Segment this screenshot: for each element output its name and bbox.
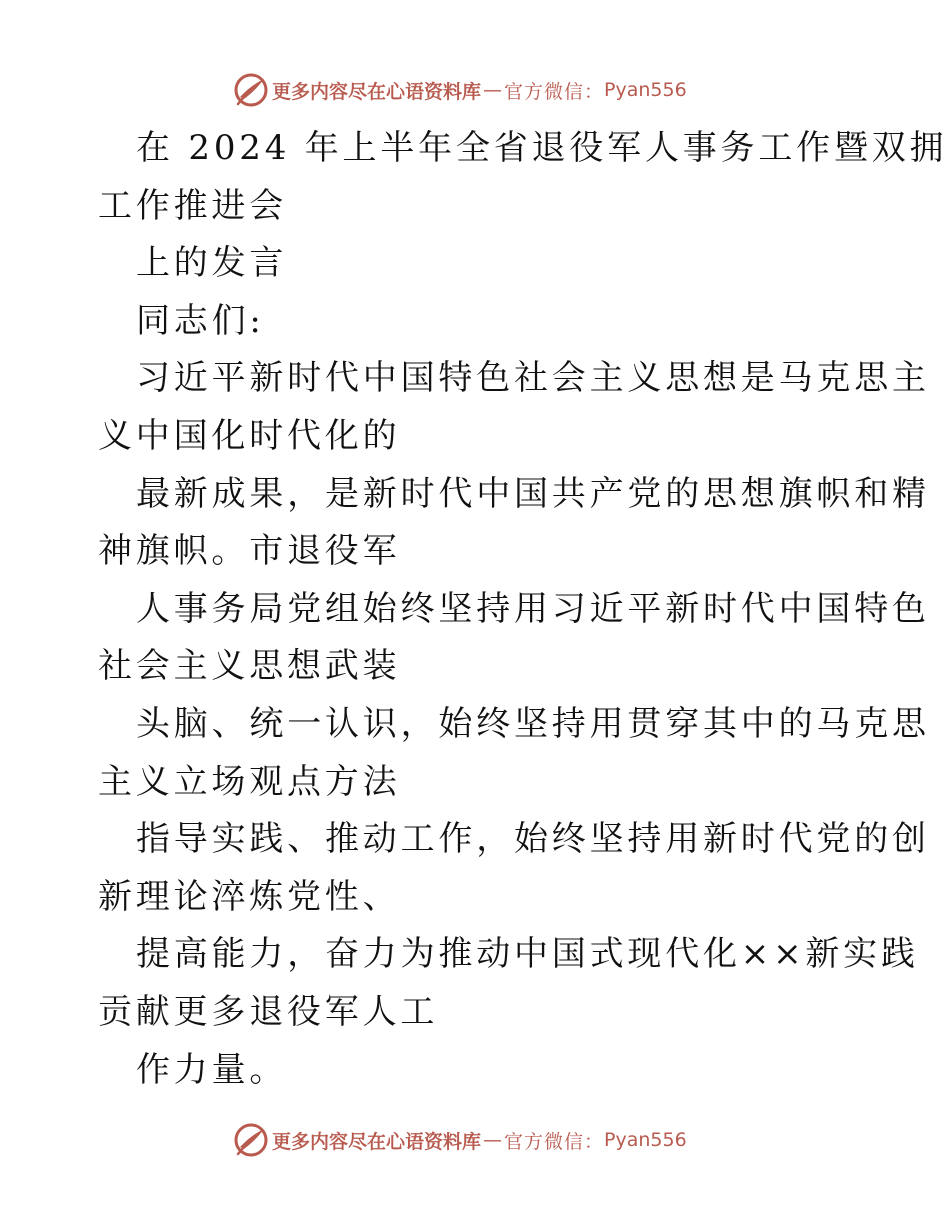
watermark-main-text: 更多内容尽在心语资料库 <box>272 1130 482 1153</box>
paragraph-line: 义中国化时代化的 <box>98 415 401 456</box>
document-title-line-2: 工作推进会 <box>98 185 287 226</box>
paragraph-line: 提高能力，奋力为推动中国式现代化××新实践 <box>136 934 919 975</box>
paragraph-line: 人事务局党组始终坚持用习近平新时代中国特色 <box>136 588 930 629</box>
paragraph-line: 新理论淬炼党性、 <box>98 876 401 917</box>
document-title-line-1: 在 2024 年上半年全省退役军人事务工作暨双拥 <box>136 128 948 168</box>
paragraph-line: 指导实践、推动工作，始终坚持用新时代党的创 <box>136 819 930 860</box>
paragraph-line: 贡献更多退役军人工 <box>98 991 439 1032</box>
watermark-main-text: 更多内容尽在心语资料库 <box>272 80 482 103</box>
paragraph-line: 作力量。 <box>136 1049 288 1090</box>
paragraph-line: 头脑、统一认识，始终坚持用贯穿其中的马克思 <box>136 703 930 744</box>
document-title-line-3: 上的发言 <box>136 243 288 284</box>
paragraph-line: 主义立场观点方法 <box>98 761 401 802</box>
header-watermark <box>234 73 687 107</box>
quill-logo-icon <box>234 73 268 107</box>
paragraph-line: 最新成果，是新时代中国共产党的思想旗帜和精 <box>136 473 930 514</box>
salutation: 同志们: <box>136 300 265 341</box>
paragraph-line: 社会主义思想武装 <box>98 646 401 687</box>
quill-logo-icon <box>234 1123 268 1157</box>
watermark-label: 官方微信： <box>504 80 605 103</box>
document-body <box>98 120 948 1099</box>
watermark-label: 官方微信： <box>504 1130 605 1153</box>
paragraph-line: 习近平新时代中国特色社会主义思想是马克思主 <box>136 358 930 399</box>
watermark-wechat-id: Pyan556 <box>604 79 687 101</box>
footer-watermark <box>234 1123 687 1157</box>
watermark-dash: — <box>483 1129 503 1151</box>
paragraph-line: 神旗帜。市退役军 <box>98 531 401 572</box>
watermark-wechat-id: Pyan556 <box>604 1129 687 1151</box>
watermark-dash: — <box>483 79 503 101</box>
